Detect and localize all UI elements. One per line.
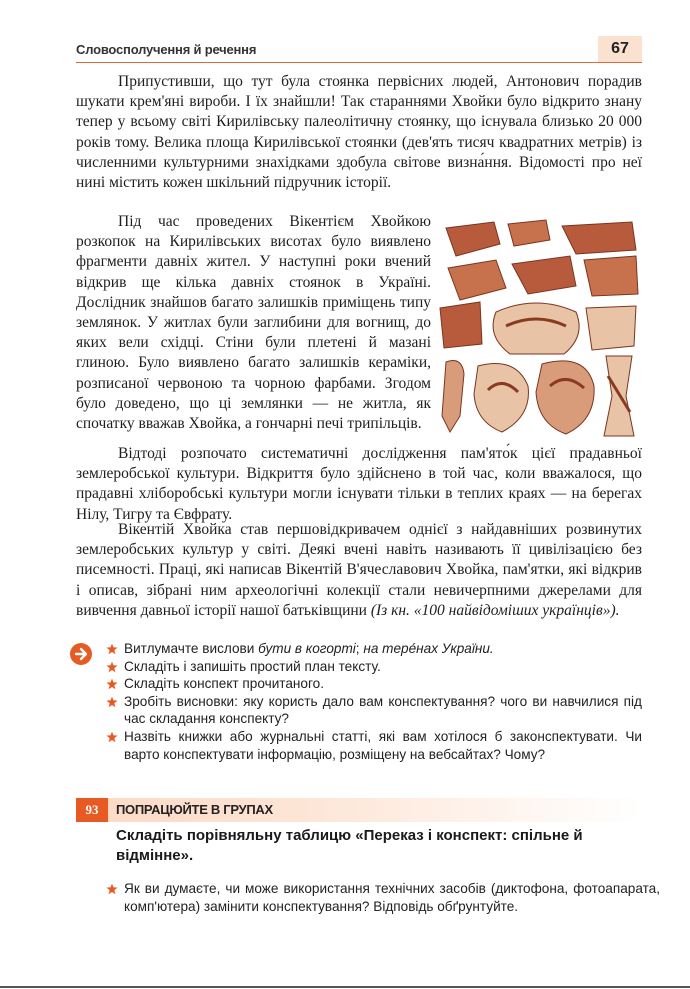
page-header xyxy=(76,36,642,63)
paragraph: Під час проведених Вікентієм Хвойкою розкопок на Кирилівських висотах було виявлено фрагменти давніх жител. У наступні роки вчений відкрив ще кілька давніх стоянок в Україні. Дослідник знайшов багато залишків приміщень типу землянок. У житлах були заглибини для вогнищ, до яких вели східці. Стіни були плетені й мазані глиною. Було виявлено багато залишків кераміки, розписаної червоною та чорною фарбами. Згодом було доведено, що ці землянки — не житла, як спочатку вважав Хвойка, а гончарні печі трипільців. xyxy=(76,213,431,433)
flower-bullet-icon xyxy=(106,883,118,895)
paragraph: Відтоді розпочато систематичні дослідження пам'ято́к цієї прадавньої землеробської культури. Відкриття було здійснено в той час, коли вважалося, що прадавні хліборобські культури могли існувати тільки в теплих краях — на берегах Нілу, Тигру та Євфрату. xyxy=(76,445,642,523)
pottery-shard xyxy=(512,256,576,294)
discussion-question xyxy=(106,880,660,915)
pottery-shard xyxy=(586,306,636,350)
list-item xyxy=(106,693,642,728)
task-list xyxy=(106,640,642,763)
list-item: Витлумачте вислови бути в когорті; на тере́нах України. xyxy=(106,640,642,658)
flower-bullet-icon xyxy=(106,731,118,743)
task-text: Зробіть висновки: яку користь дало вам конспектування? чого ви навчилися під час складання конспекту? xyxy=(124,693,642,727)
paragraph xyxy=(76,520,642,621)
list-item xyxy=(106,675,642,693)
page-bottom-rule xyxy=(0,986,690,988)
group-task: Складіть порівняльну таблицю «Переказ і конспект: спільне й відмінне». xyxy=(116,827,583,864)
list-item xyxy=(106,728,642,763)
group-work-banner xyxy=(76,798,642,822)
source-citation: (Із кн. «100 найвідоміших українців»). xyxy=(370,601,620,619)
task-text: Складіть конспект прочитаного. xyxy=(124,676,324,692)
pottery-shard xyxy=(562,222,636,254)
flower-bullet-icon xyxy=(106,678,118,690)
clay-vessel xyxy=(493,303,579,354)
page-number: 67 xyxy=(598,36,642,62)
paragraph-text: Вікентій Хвойка став першовідкривачем однієї з найдавніших розвинутих землеробських культур у світі. Деякі вчені навіть називають її цивілізацією без писемності. Праці, які написав Вікентій В'ячеславович Хвойка, пам'ятки, які відкрив і описав, зібрані ним археологічні колекції стали невичерпними джерелами для вивчення давньої історії нашої батьківщини xyxy=(76,521,642,619)
pottery-shard xyxy=(584,256,638,296)
pottery-shard xyxy=(446,222,500,256)
task-text: Назвіть книжки або журнальні статті, які вам хотілося б законспектувати. Чи варто конспектувати інформацію, розміщену на вебсайтах? Чому? xyxy=(124,728,642,762)
paragraph: Припустивши, що тут була стоянка первісних людей, Антонович порадив шукати крем'яні вироби. І їх знайшли! Так стараннями Хвойки було відкрито знану тепер у всьому світі Кирилівську палеолітичну стоянку, що існувала близько 20 000 років тому. Велика площа Кирилівської стоянки (дев'ять тисяч квадратних метрів) із численними культурними знахідками здобула світове визна́ння. Відомості про неї нині містить кожен шкільний підручник історії. xyxy=(76,73,642,192)
arrow-icon xyxy=(70,643,92,665)
exercise-number: 93 xyxy=(76,798,108,822)
pottery-shard xyxy=(508,220,550,246)
phrase: бути в когорті xyxy=(258,641,356,656)
pottery-shard xyxy=(448,260,506,300)
clay-vessel xyxy=(474,364,528,433)
phrase: на тере́нах України. xyxy=(363,641,494,656)
group-work-label: ПОПРАЦЮЙТЕ В ГРУПАХ xyxy=(116,802,273,817)
pottery-shard xyxy=(440,302,482,348)
question-text: Як ви думаєте, чи може використання технічних засобів (диктофона, фотоапарата, комп'ютера) замінити конспектування? Відповідь обґрунтуйте. xyxy=(124,881,660,914)
clay-vessel xyxy=(536,361,594,434)
trypillia-pottery-image xyxy=(436,216,642,444)
task-text: Складіть і запишіть простий план тексту. xyxy=(124,658,381,674)
flower-bullet-icon xyxy=(106,696,118,708)
clay-figurine xyxy=(442,361,464,433)
section-title: Словосполучення й речення xyxy=(76,42,257,57)
flower-bullet-icon xyxy=(106,643,118,655)
flower-bullet-icon xyxy=(106,661,118,673)
task-text: Витлумачте вислови xyxy=(124,641,255,656)
list-item xyxy=(106,658,642,676)
